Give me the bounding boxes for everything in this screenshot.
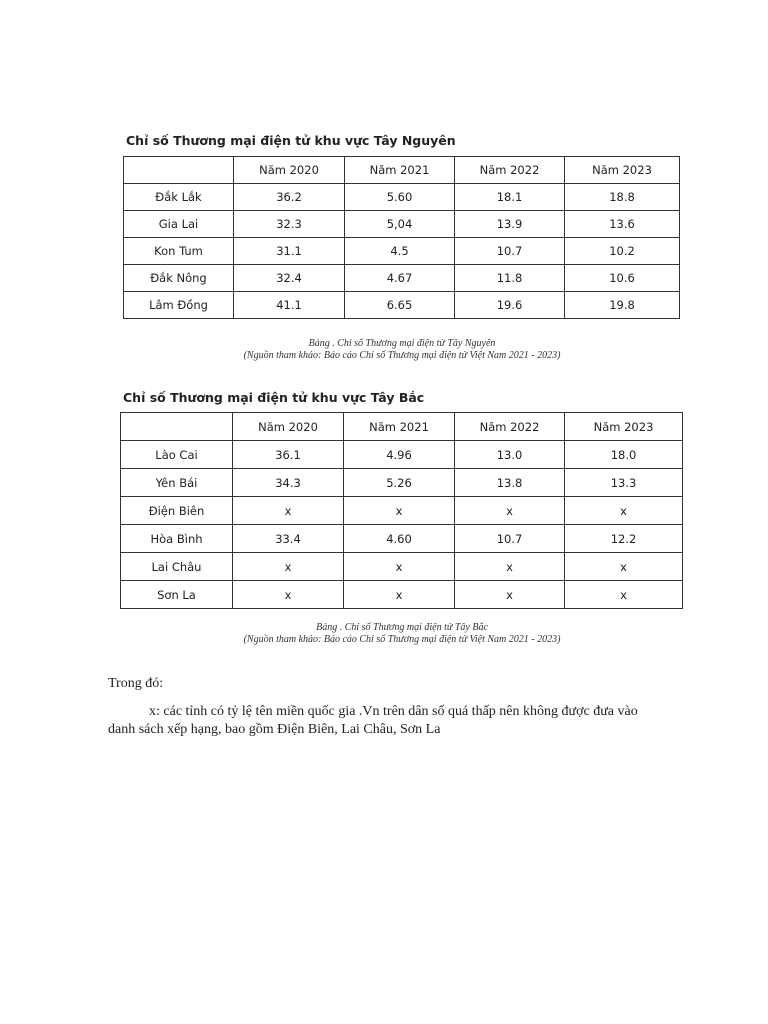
value-cell: x xyxy=(233,497,344,525)
value-cell: 10.7 xyxy=(455,525,565,553)
table-row xyxy=(124,184,680,211)
value-cell: 41.1 xyxy=(234,292,345,319)
value-cell: 13.9 xyxy=(455,211,565,238)
table-row xyxy=(121,441,683,469)
value-cell: x xyxy=(344,581,455,609)
value-cell: x xyxy=(565,497,683,525)
table-row xyxy=(124,292,680,319)
province-cell: Sơn La xyxy=(121,581,233,609)
value-cell: 32.4 xyxy=(234,265,345,292)
table-row xyxy=(124,238,680,265)
value-cell: 10.6 xyxy=(565,265,680,292)
value-cell: 13.6 xyxy=(565,211,680,238)
value-cell: x xyxy=(455,497,565,525)
table-row xyxy=(121,525,683,553)
province-cell: Đắk Nông xyxy=(124,265,234,292)
table-row xyxy=(121,469,683,497)
table-row xyxy=(121,553,683,581)
province-cell: Kon Tum xyxy=(124,238,234,265)
value-cell: 13.8 xyxy=(455,469,565,497)
value-cell: 6.65 xyxy=(345,292,455,319)
header-cell-empty xyxy=(121,413,233,441)
table-caption-tay-nguyen: Bảng . Chỉ số Thương mại điện tử Tây Nguyên xyxy=(308,338,496,349)
value-cell: 13.3 xyxy=(565,469,683,497)
value-cell: 4.96 xyxy=(344,441,455,469)
value-cell: 11.8 xyxy=(455,265,565,292)
province-cell: Gia Lai xyxy=(124,211,234,238)
value-cell: x xyxy=(455,553,565,581)
table-row xyxy=(124,265,680,292)
value-cell: 36.1 xyxy=(233,441,344,469)
value-cell: 4.5 xyxy=(345,238,455,265)
header-cell-2021: Năm 2021 xyxy=(344,413,455,441)
province-cell: Lâm Đồng xyxy=(124,292,234,319)
value-cell: 13.0 xyxy=(455,441,565,469)
header-cell-empty xyxy=(124,157,234,184)
table-caption-tay-bac: Bảng . Chỉ số Thương mại điện tử Tây Bắc xyxy=(316,622,488,633)
header-cell-2021: Năm 2021 xyxy=(345,157,455,184)
value-cell: x xyxy=(344,553,455,581)
note-line-1: x: các tỉnh có tỷ lệ tên miền quốc gia .Vn trên dân số quá thấp nên không được đưa vào xyxy=(149,704,638,719)
table-header-row xyxy=(121,413,683,441)
header-cell-2023: Năm 2023 xyxy=(565,413,683,441)
table-title-tay-bac: Chỉ số Thương mại điện tử khu vực Tây Bắc xyxy=(123,390,425,405)
value-cell: 19.6 xyxy=(455,292,565,319)
table-title-tay-nguyen: Chỉ số Thương mại điện tử khu vực Tây Nguyên xyxy=(126,133,456,148)
province-cell: Đắk Lắk xyxy=(124,184,234,211)
value-cell: 31.1 xyxy=(234,238,345,265)
note-line-2: danh sách xếp hạng, bao gồm Điện Biên, Lai Châu, Sơn La xyxy=(108,722,441,737)
table-source-tay-nguyen: (Nguồn tham khảo: Báo cáo Chỉ số Thương mại điện tử Việt Nam 2021 - 2023) xyxy=(243,350,561,361)
value-cell: 33.4 xyxy=(233,525,344,553)
header-cell-2022: Năm 2022 xyxy=(455,157,565,184)
value-cell: x xyxy=(565,553,683,581)
value-cell: x xyxy=(455,581,565,609)
value-cell: 18.0 xyxy=(565,441,683,469)
value-cell: 34.3 xyxy=(233,469,344,497)
table-row xyxy=(121,581,683,609)
value-cell: 36.2 xyxy=(234,184,345,211)
table-tay-bac xyxy=(120,412,683,609)
value-cell: 5,04 xyxy=(345,211,455,238)
header-cell-2023: Năm 2023 xyxy=(565,157,680,184)
value-cell: 10.2 xyxy=(565,238,680,265)
value-cell: 4.60 xyxy=(344,525,455,553)
value-cell: 4.67 xyxy=(345,265,455,292)
value-cell: x xyxy=(233,581,344,609)
header-cell-2020: Năm 2020 xyxy=(234,157,345,184)
table-header-row xyxy=(124,157,680,184)
value-cell: x xyxy=(344,497,455,525)
value-cell: 12.2 xyxy=(565,525,683,553)
table-tay-nguyen xyxy=(123,156,680,319)
header-cell-2022: Năm 2022 xyxy=(455,413,565,441)
header-cell-2020: Năm 2020 xyxy=(233,413,344,441)
note-heading: Trong đó: xyxy=(108,676,164,691)
value-cell: 5.60 xyxy=(345,184,455,211)
value-cell: 19.8 xyxy=(565,292,680,319)
value-cell: x xyxy=(233,553,344,581)
table-row xyxy=(121,497,683,525)
province-cell: Yên Bái xyxy=(121,469,233,497)
value-cell: 18.8 xyxy=(565,184,680,211)
value-cell: 5.26 xyxy=(344,469,455,497)
province-cell: Hòa Bình xyxy=(121,525,233,553)
province-cell: Lào Cai xyxy=(121,441,233,469)
province-cell: Điện Biên xyxy=(121,497,233,525)
table-source-tay-bac: (Nguồn tham khảo: Báo cáo Chỉ số Thương mại điện tử Việt Nam 2021 - 2023) xyxy=(243,634,561,645)
province-cell: Lai Châu xyxy=(121,553,233,581)
value-cell: 18.1 xyxy=(455,184,565,211)
table-row xyxy=(124,211,680,238)
value-cell: 32.3 xyxy=(234,211,345,238)
value-cell: x xyxy=(565,581,683,609)
value-cell: 10.7 xyxy=(455,238,565,265)
